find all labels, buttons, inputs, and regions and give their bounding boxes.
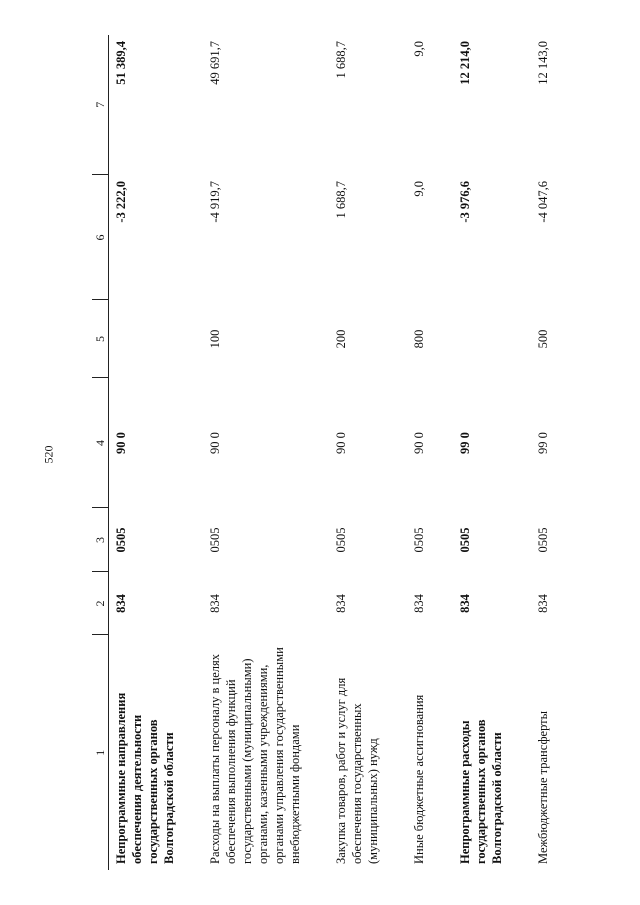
table-row <box>203 35 329 870</box>
header-cell: 2 <box>92 572 109 635</box>
header-cell: 1 <box>92 635 109 870</box>
table-cell <box>109 300 204 378</box>
rotated-table-container <box>92 35 614 870</box>
table-cell: 0505 <box>114 527 128 553</box>
table-row <box>109 35 204 870</box>
budget-table <box>92 35 577 870</box>
table-cell: -4 047,6 <box>536 181 550 223</box>
table-cell: 12 143,0 <box>536 41 550 85</box>
table-cell: 834 <box>458 594 472 613</box>
table-cell: 9,0 <box>412 181 426 197</box>
table-cell: 90 0 <box>114 432 128 454</box>
page-number: 520 <box>41 445 56 464</box>
table-cell: 0505 <box>536 527 550 553</box>
table-cell: 1 688,7 <box>334 181 348 219</box>
table-cell: 0505 <box>334 527 348 553</box>
table-cell: -3 222,0 <box>114 181 128 223</box>
table-cell: 12 214,0 <box>458 41 472 85</box>
row-name-cell: Расходы на выплаты персоналу в целях обеспечения выполнения функций государственными (муниципальными) органами, казенными учреждениями, органами управления государственными внебюджетными фондами <box>208 647 302 864</box>
table-cell: 100 <box>208 329 222 349</box>
row-name-cell: Непрограммные направления обеспечения деятельности государственных органов Волгоградской области <box>114 692 176 864</box>
table-cell: 0505 <box>208 527 222 553</box>
table-row <box>329 35 407 870</box>
table-cell: -4 919,7 <box>208 181 222 223</box>
table-cell: 99 0 <box>536 432 550 454</box>
header-row <box>92 35 109 870</box>
row-name-cell: Иные бюджетные ассигнования <box>412 694 426 864</box>
table-cell <box>453 300 531 378</box>
table-cell: 9,0 <box>412 41 426 57</box>
row-name-cell: Непрограммные расходы государственных органов Волгоградской области <box>458 719 504 864</box>
table-cell: 500 <box>536 329 550 349</box>
table-cell: 1 688,7 <box>334 41 348 79</box>
table-cell: 99 0 <box>458 432 472 454</box>
row-name-cell: Закупка товаров, работ и услуг для обеспечения государственных (муниципальных) нужд <box>334 677 380 864</box>
table-row <box>407 35 453 870</box>
table-cell: 834 <box>334 594 348 613</box>
table-cell: 834 <box>114 594 128 613</box>
table-cell: 800 <box>412 329 426 349</box>
table-cell: 834 <box>536 594 550 613</box>
table-cell: 49 691,7 <box>208 41 222 85</box>
table-row <box>453 35 531 870</box>
table-cell: 834 <box>412 594 426 613</box>
header-cell: 7 <box>92 35 109 175</box>
table-cell: 0505 <box>412 527 426 553</box>
table-cell: 90 0 <box>208 432 222 454</box>
row-name-cell: Межбюджетные трансферты <box>536 710 550 864</box>
table-row <box>531 35 577 870</box>
header-cell: 6 <box>92 175 109 300</box>
table-cell: 200 <box>334 329 348 349</box>
header-cell: 3 <box>92 508 109 572</box>
table-cell: 90 0 <box>412 432 426 454</box>
table-cell: 0505 <box>458 527 472 553</box>
header-cell: 4 <box>92 378 109 508</box>
table-cell: 834 <box>208 594 222 613</box>
header-cell: 5 <box>92 300 109 378</box>
table-cell: -3 976,6 <box>458 181 472 223</box>
table-cell: 90 0 <box>334 432 348 454</box>
table-cell: 51 389,4 <box>114 41 128 85</box>
